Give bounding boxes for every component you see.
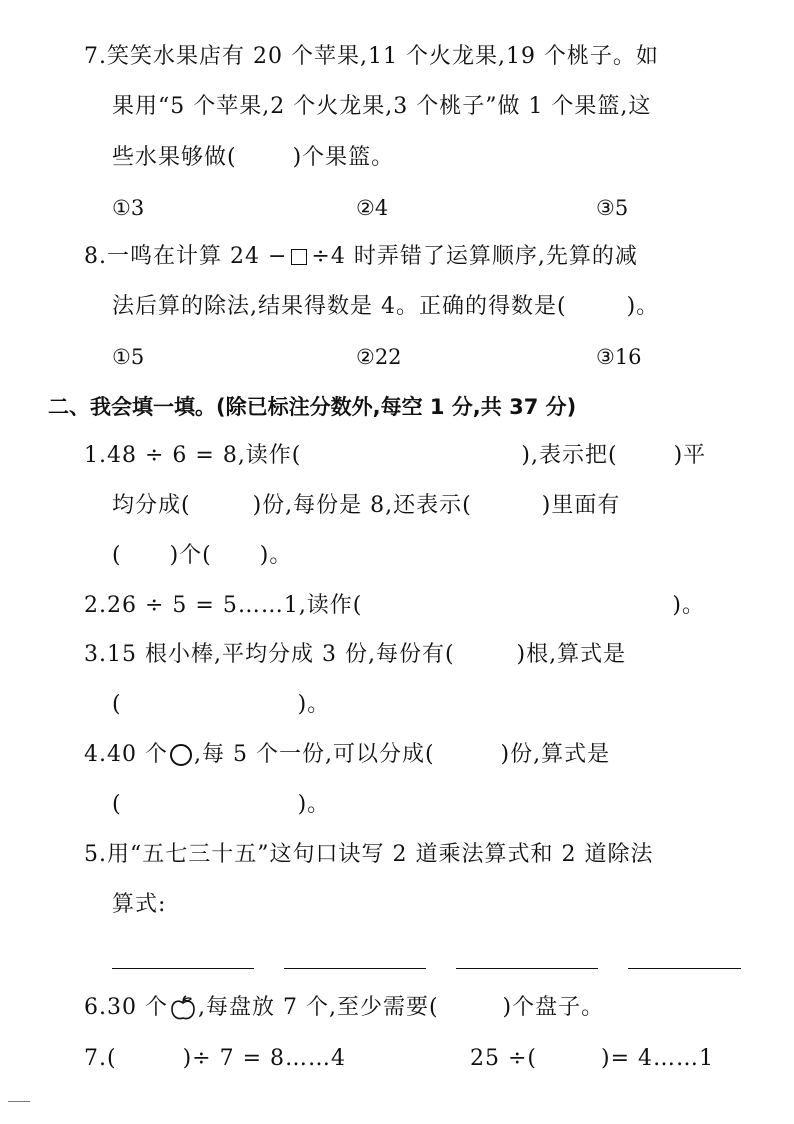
fill-3-line-1 (84, 640, 626, 670)
q7-option-1[interactable]: ①3 (112, 196, 145, 220)
fill-1-text-a: 1.48 ÷ 6 = 8,读作( (84, 443, 302, 468)
fill-4-text-c: )份,算式是 (500, 742, 611, 767)
fill-1-blank-count[interactable] (122, 541, 170, 571)
fill-1-text-e: )份,每份是 8,还表示( (252, 493, 472, 518)
fill-1-blank-total[interactable] (618, 441, 674, 471)
fill-2-text-b: )。 (672, 593, 705, 618)
fill-7-right (470, 1044, 714, 1074)
fill-1-line-3 (112, 541, 292, 571)
q7-line-2: 果用“5 个苹果,2 个火龙果,3 个桃子”做 1 个果篮,这 (112, 94, 652, 119)
fill-4-line-1 (84, 740, 610, 770)
q8-line-2 (112, 292, 659, 322)
fill-7-right-text-b: )= 4……1 (601, 1046, 715, 1071)
fill-6-text-c: )个盘子。 (502, 995, 605, 1020)
q8-line-1-text-a: 8.一鸣在计算 24 − (84, 244, 288, 269)
q7-line-3 (112, 143, 394, 173)
empty-box-icon (291, 249, 307, 265)
fill-4-blank-parts[interactable] (435, 740, 501, 770)
fill-4-text-b: ,每 5 个一份,可以分成( (193, 742, 435, 767)
q8-option-1[interactable]: ①5 (112, 345, 145, 369)
fill-4-line-2 (112, 790, 330, 820)
fill-1-blank-unit[interactable] (212, 541, 260, 571)
fill-3-blank-each[interactable] (455, 640, 517, 670)
q7-answer-blank[interactable] (237, 143, 293, 173)
q7-line-3-text-b: )个果篮。 (292, 145, 395, 170)
fill-3-text-d: )。 (297, 692, 331, 717)
fill-2-blank-read[interactable] (362, 591, 672, 621)
fill-7-blank-dividend[interactable] (117, 1044, 183, 1074)
fill-1-blank-whole[interactable] (472, 491, 542, 521)
fill-6-text-a: 6.30 个 (84, 995, 168, 1020)
fill-5-answer-line-2[interactable] (284, 968, 426, 969)
q8-line-2-text-b: )。 (626, 294, 660, 319)
fill-2-text-a: 2.26 ÷ 5 = 5……1,读作( (84, 593, 363, 618)
fill-1-text-c: )平 (673, 443, 707, 468)
circle-icon (170, 744, 192, 766)
fill-3-text-c: ( (112, 692, 122, 717)
fill-7-left-text-b: )÷ 7 = 8……4 (182, 1046, 346, 1071)
fill-1-text-i: )。 (259, 543, 293, 568)
fill-2-line (84, 591, 705, 621)
fill-7-right-text-a: 25 ÷( (470, 1046, 538, 1071)
q8-line-1-text-b: ÷4 时弄错了运算顺序,先算的减 (311, 244, 638, 269)
fill-1-line-1 (84, 441, 706, 471)
q7-line-3-text-a: 些水果够做( (112, 145, 237, 170)
page-edge-mark (8, 1101, 30, 1102)
fill-4-text-e: )。 (297, 792, 331, 817)
fill-4-text-a: 4.40 个 (84, 742, 168, 767)
fill-1-text-f: )里面有 (541, 493, 621, 518)
fill-3-line-2 (112, 690, 330, 720)
q8-line-2-text-a: 法后算的除法,结果得数是 4。正确的得数是( (112, 294, 567, 319)
q7-option-2[interactable]: ②4 (356, 196, 389, 220)
fill-5-line-1: 5.用“五七三十五”这句口诀写 2 道乘法算式和 2 道除法 (84, 842, 654, 867)
q8-line-1 (84, 242, 638, 272)
fill-1-text-d: 均分成( (112, 493, 191, 518)
fill-5-answer-line-3[interactable] (456, 968, 598, 969)
fill-1-blank-parts[interactable] (191, 491, 253, 521)
q7-option-3[interactable]: ③5 (596, 196, 629, 220)
fill-6-text-b: ,每盘放 7 个,至少需要( (197, 995, 439, 1020)
q8-answer-blank[interactable] (567, 292, 627, 322)
fill-3-text-a: 3.15 根小棒,平均分成 3 份,每份有( (84, 642, 455, 667)
q8-option-3[interactable]: ③16 (596, 345, 642, 369)
fill-5-line-2: 算式: (112, 892, 167, 917)
fill-3-text-b: )根,算式是 (516, 642, 627, 667)
fill-3-blank-formula[interactable] (122, 690, 298, 720)
fill-6-line (84, 993, 604, 1023)
q8-option-2[interactable]: ②22 (356, 345, 402, 369)
fill-1-text-h: )个( (169, 543, 212, 568)
apple-icon (169, 994, 197, 1022)
fill-6-blank-plates[interactable] (439, 993, 503, 1023)
fill-7-blank-divisor[interactable] (537, 1044, 601, 1074)
fill-1-text-b: ),表示把( (521, 443, 618, 468)
fill-5-answer-line-1[interactable] (112, 968, 254, 969)
fill-7-left (84, 1044, 346, 1074)
section-2-heading: 二、我会填一填。(除已标注分数外,每空 1 分,共 37 分) (48, 395, 577, 419)
fill-4-blank-formula[interactable] (122, 790, 298, 820)
fill-5-answer-line-4[interactable] (628, 968, 741, 969)
q7-line-1: 7.笑笑水果店有 20 个苹果,11 个火龙果,19 个桃子。如 (84, 44, 659, 69)
fill-1-line-2 (112, 491, 620, 521)
fill-1-text-g: ( (112, 543, 122, 568)
fill-7-left-text-a: 7.( (84, 1046, 117, 1071)
fill-1-blank-read[interactable] (301, 441, 521, 471)
fill-4-text-d: ( (112, 792, 122, 817)
